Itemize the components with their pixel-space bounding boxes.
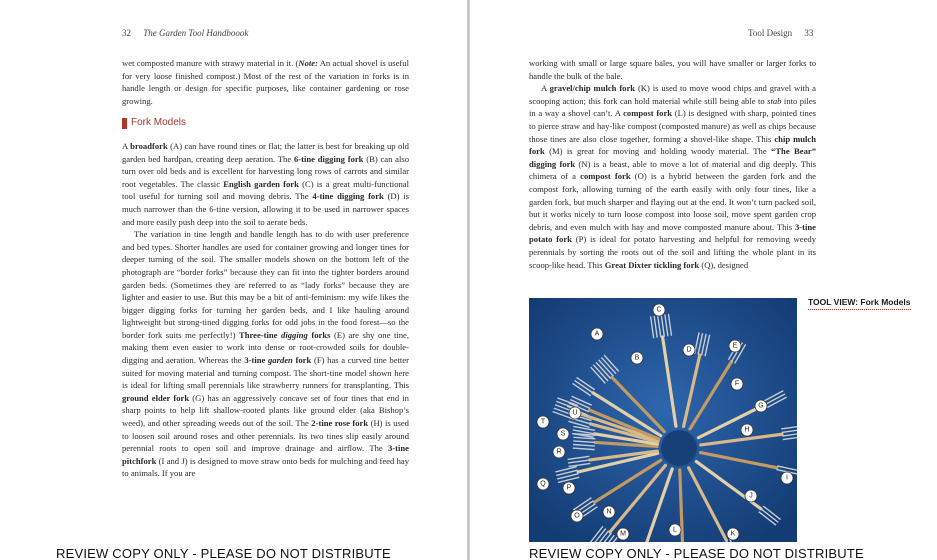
right-paragraph-2 (529, 82, 816, 271)
text-run: (Q), designed (699, 259, 749, 270)
text-run: 3-tine pitchfork (122, 443, 409, 466)
heading-accent-bar (122, 118, 127, 129)
section-name: Tool Design (748, 28, 793, 38)
text-run: (B) can also turn over old beds and is excellent for harvesting long rows of carrots and similar root vegetables. The classic (122, 153, 410, 189)
text-run: (H) is used to loosen soil around roses and other perennials. Its two tines slip easily around perennial roots to open soil and improve drainage and airflow. The (122, 418, 409, 454)
photo-callout-label: S (560, 430, 566, 438)
text-run: ground elder fork (122, 392, 190, 403)
photo-callout-label: B (634, 354, 640, 362)
right-running-head (748, 28, 813, 38)
section-heading-fork-models (122, 117, 409, 130)
text-run: (K) is used to move wood chips and gravel with a scooping action; this fork can hold material while still being able to (529, 83, 816, 106)
text-run: stab (767, 95, 782, 106)
text-run: compost fork (580, 171, 631, 182)
text-run: 3-tine potato fork (529, 221, 816, 245)
section-heading-text: Fork Models (131, 117, 187, 129)
text-run: 6-tine digging fork (293, 153, 364, 164)
text-run: A (122, 140, 131, 151)
right-review-notice: REVIEW COPY ONLY - PLEASE DO NOT DISTRIBUTE (529, 546, 864, 560)
text-run: gravel/chip mulch fork (549, 83, 636, 94)
tool-view-caption: TOOL VIEW: Fork Models (808, 297, 911, 310)
photo-callout-label: U (572, 409, 578, 417)
photo-callout-label: D (686, 346, 692, 354)
text-run: (C) is a great multi-functional tool useful for turning soil and moving debris. The (122, 178, 409, 202)
photo-callout-label: M (620, 530, 626, 538)
text-run: (I and J) is designed to move straw onto beds for mulching and feed hay to animals. If you are (122, 455, 409, 479)
text-run: “The Bear” digging fork (529, 146, 816, 169)
text-run: (G) has an aggressively concave set of four tines that end in sharp points to help lift shallow-rooted plants like ground elder (aka Bishop’s weed), and other spreading weeds out of the soil. The (122, 392, 409, 429)
fork-photo-illustration (529, 298, 797, 542)
text-run: forks (307, 329, 331, 340)
photo-callout-label: E (732, 342, 738, 350)
text-run: 3-tine (244, 355, 268, 366)
text-run: (D) is much narrower than the 6-tine version, allowing it to be used in narrower spaces and more easily push deep into the soil to aerate beds. (122, 191, 409, 227)
text-run: (F) has a curved tine better suited for moving material and turning compost. The short-tine model shown here is ideal for lifting small perennials like strawberry runners for transplanting. This (122, 355, 409, 391)
photo-callout-label: L (673, 526, 677, 534)
text-run: An actual shovel is useful for very loose finished compost.) Most of the rest of the variation in forks is in handle length or design for specific purposes, like container gardening or rose growing. (122, 58, 409, 106)
text-run: (O) is a hybrid between the garden fork and the compost fork, allowing turning of the earth easily with only four tines, like a garden fork, but much sharper and flaying out at the end. It won’t turn packed soil, but it works nicely to turn loose compost into loose soil, move spent garden crop debris, and even mulch with hay and move composted manure about. This (529, 171, 816, 232)
photo-callout-label: H (744, 426, 750, 434)
text-run: chip mulch fork (529, 133, 816, 157)
text-run: fork (292, 355, 312, 366)
text-run: A (541, 83, 550, 94)
photo-callout-label: P (566, 484, 572, 492)
photo-callout-label: G (758, 402, 764, 410)
fork-models-photo (529, 298, 797, 542)
left-page (0, 0, 467, 560)
text-run: (P) is ideal for potato harvesting and helpful for removing weedy perennials by sorting the roots out of the soil and lifting the whole plant in its scoop-like head. This (529, 234, 816, 270)
photo-callout-label: J (749, 492, 753, 500)
text-run: (N) is a beast, able to move a lot of material and dig deeply. This chimera of a (529, 158, 816, 182)
right-page-number: 33 (804, 28, 814, 38)
text-run: garden (268, 355, 293, 366)
body-paragraph-2 (122, 228, 409, 480)
left-text-column (122, 57, 409, 480)
text-run: Note: (298, 58, 318, 68)
left-review-notice: REVIEW COPY ONLY - PLEASE DO NOT DISTRIBUTE (56, 546, 391, 560)
text-run: 2-tine rose fork (311, 418, 369, 429)
text-run: Three-tine (238, 329, 282, 340)
photo-callout-label: N (606, 508, 612, 516)
text-run: 4-tine digging fork (312, 191, 384, 202)
right-paragraph-1 (529, 57, 816, 82)
photo-callout-label: O (574, 512, 580, 520)
photo-callout-label: T (540, 418, 546, 426)
right-page (470, 0, 937, 560)
text-run: The variation in tine length and handle length has to do with user preference and bed types. Shorter handles are used for container growing and longer tines for deeper turning of the soil. The smaller models shown on the bottom left of the photograph are “border forks” because they can fit into the tighter borders around garden beds. (Sometimes they are referred to as “lady forks” because they are lighter and easier to use. But this may be a bit of anti-feminism: my wife likes the bigger digging forks for turning her garden beds, and I like hauling around lightweight but strong-tined digging forks for odd jobs in the food forest—so the border fork suits me perfectly!) (122, 229, 409, 340)
right-text-column (529, 57, 816, 271)
photo-callout-label: R (556, 448, 562, 456)
text-run: wet composted manure with strawy material in it. ( (122, 58, 299, 68)
left-page-number: 32 (122, 28, 131, 38)
text-run: broadfork (130, 140, 168, 151)
text-run: (A) can have round tines or flat; the latter is best for breaking up old garden bed hardpan, creating deep aeration. The (122, 140, 409, 164)
photo-center (661, 430, 697, 466)
text-run: (M) is great for moving and holding woody material. The (544, 146, 772, 157)
text-run: (L) is designed with sharp, pointed tines to pierce straw and hay-like compost (composted manure) as well as chips because those tines are also close together, forming a shovel-like shape. This (529, 108, 816, 144)
photo-callout-label: A (594, 330, 600, 338)
photo-callout-label: Q (540, 480, 546, 488)
text-run: English garden fork (223, 178, 299, 189)
photo-callout-label: F (734, 380, 740, 388)
text-run: (E) are shy one tine, making them even easier to work into dense or root-crowded soils for double-digging and aeration. Whereas the (122, 329, 409, 366)
body-paragraph-1 (122, 140, 409, 228)
text-run: digging (281, 329, 308, 340)
text-run: Great Dixter tickling fork (604, 259, 700, 270)
intro-paragraph (122, 57, 409, 107)
text-run: working with small or large square bales, you will have smaller or larger forks to handle the bulk of the bale. (529, 58, 816, 81)
photo-callout-label: C (656, 306, 662, 314)
text-run: compost fork (623, 108, 673, 119)
book-title: The Garden Tool Handboook (143, 28, 249, 38)
photo-callout-label: I (786, 474, 788, 482)
photo-callout-label: K (730, 530, 736, 538)
text-run: into piles in a way a shovel can’t. A (529, 95, 816, 119)
left-running-head (122, 28, 248, 38)
